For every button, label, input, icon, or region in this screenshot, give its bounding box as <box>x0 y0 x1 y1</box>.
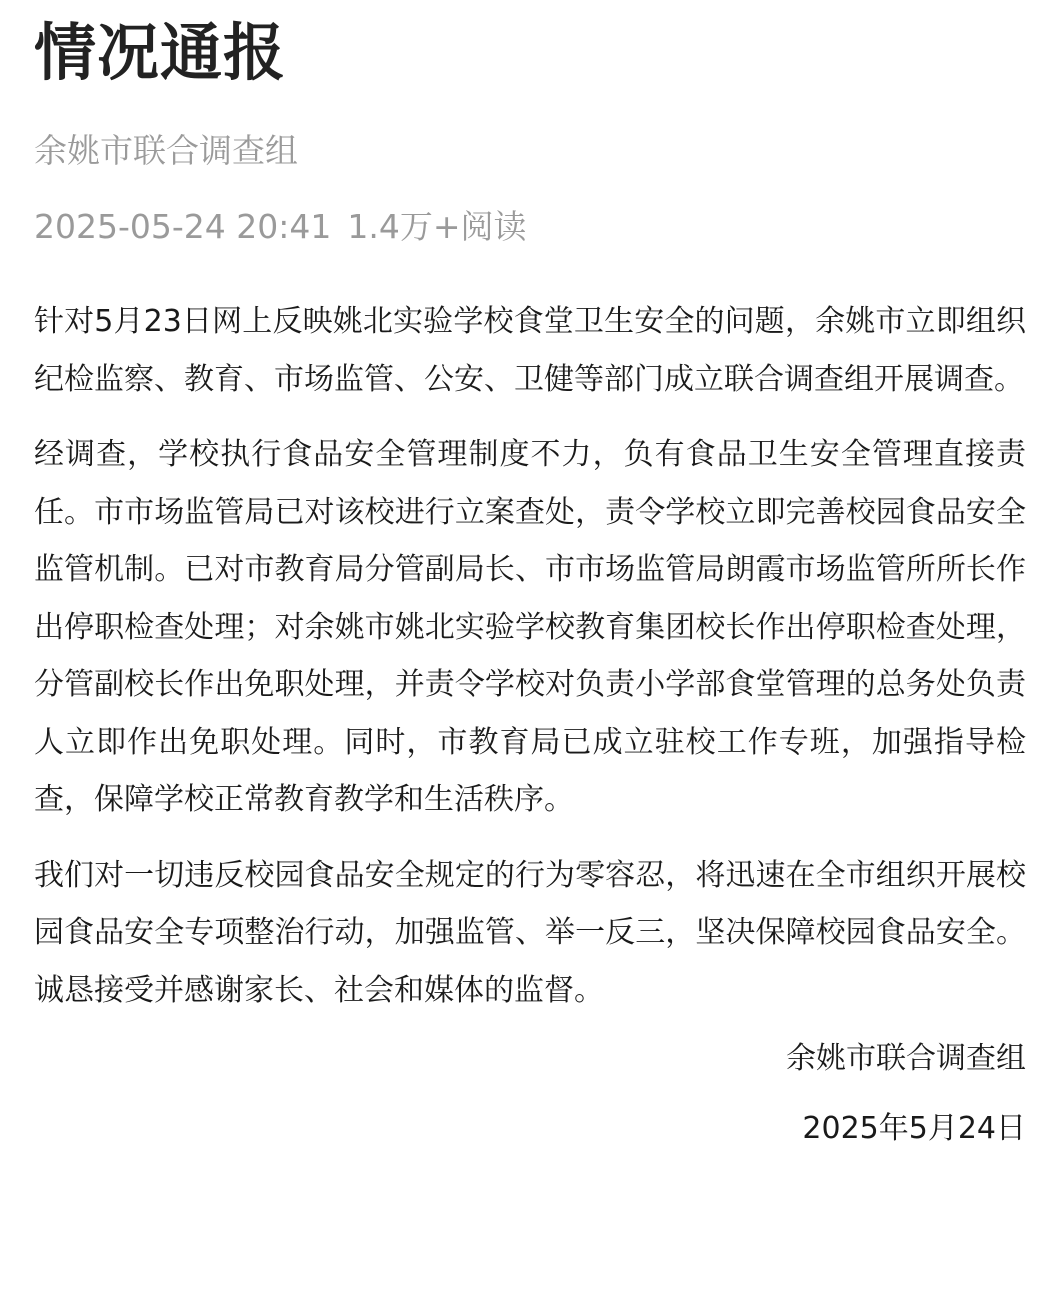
read-count: 1.4万+阅读 <box>347 207 527 246</box>
signature-date: 2025年5月24日 <box>802 1111 1026 1146</box>
paragraph-2: 经调查，学校执行食品安全管理制度不力，负有食品卫生安全管理直接责任。市市场监管局已对该校进行立案查处，责令学校立即完善校园食品安全监管机制。已对市教育局分管副局长、市市场监管局朗霞市场监管所所长作出停职检查处理；对余姚市姚北实验学校教育集团校长作出停职检查处理，分管副校长作出免职处理，并责令学校对负责小学部食堂管理的总务处负责人立即作出免职处理。同时，市教育局已成立驻校工作专班，加强指导检查，保障学校正常教育教学和生活秩序。 <box>34 437 1026 817</box>
signature-block <box>34 1037 1026 1151</box>
publish-datetime: 2025-05-24 20:41 <box>34 207 332 246</box>
article <box>34 0 1026 1151</box>
paragraph-3: 我们对一切违反校园食品安全规定的行为零容忍，将迅速在全市组织开展校园食品安全专项整治行动，加强监管、举一反三，坚决保障校园食品安全。诚恳接受并感谢家长、社会和媒体的监督。 <box>34 857 1026 1008</box>
signature-org: 余姚市联合调查组 <box>786 1041 1026 1076</box>
article-title: 情况通报 <box>34 16 287 89</box>
article-meta <box>34 207 1026 247</box>
article-author[interactable]: 余姚市联合调查组 <box>34 131 298 170</box>
paragraph-1: 针对5月23日网上反映姚北实验学校食堂卫生安全的问题，余姚市立即组织纪检监察、教育、市场监管、公安、卫健等部门成立联合调查组开展调查。 <box>34 304 1026 397</box>
article-body <box>34 293 1026 1019</box>
